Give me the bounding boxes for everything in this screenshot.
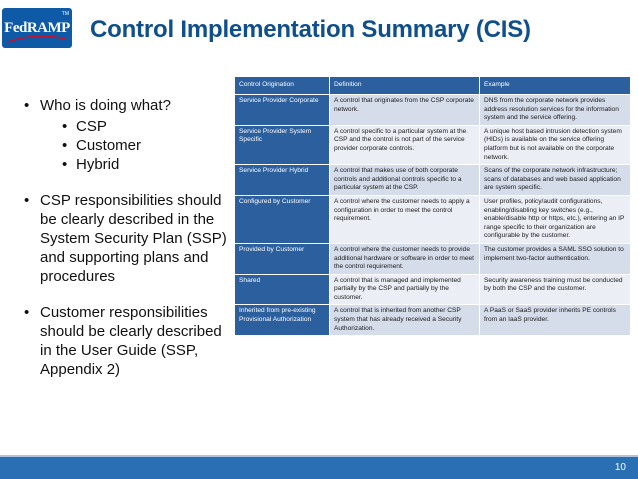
origin-cell: Service Provider Hybrid [235, 165, 330, 196]
table-row [235, 243, 631, 274]
sub-bullet-item: • CSP [40, 117, 237, 136]
origin-cell: Inherited from pre-existing Provisional Authorization [235, 305, 330, 336]
footer-divider [0, 455, 638, 457]
origin-cell: Provided by Customer [235, 243, 330, 274]
bullet-item: • CSP responsibilities should be clearly described in the System Security Plan (SSP) and supporting plans and procedures [22, 191, 237, 286]
definition-cell: A control that makes use of both corporate controls and additional controls specific to a particular system at the CSP. [330, 165, 480, 196]
column-header: Control Origination [235, 77, 330, 95]
sub-bullet-list [40, 117, 237, 174]
logo-swoosh-icon [6, 34, 68, 44]
definition-cell: A control that is inherited from another CSP system that has already received a Security Authorization. [330, 305, 480, 336]
example-cell: User profiles, policy/audit configurations, enabling/disabling key switches (e.g., enable/disable http or https, etc.), entering an IP range specific to their organization are configurable by the customer. [480, 195, 631, 243]
column-header: Definition [330, 77, 480, 95]
example-cell: Security awareness training must be conducted by both the CSP and the customer. [480, 274, 631, 305]
definition-cell: A control that is managed and implemented partially by the CSP and partially by the customer. [330, 274, 480, 305]
definition-cell: A control where the customer needs to apply a configuration in order to meet the control requirement. [330, 195, 480, 243]
sub-bullet-item: • Customer [40, 136, 237, 155]
table-row [235, 95, 631, 126]
bullet-list [22, 96, 237, 396]
fedramp-logo [2, 8, 72, 48]
table-row [235, 125, 631, 164]
footer-bar [0, 455, 638, 479]
column-header: Example [480, 77, 631, 95]
table-header-row [235, 77, 631, 95]
table-row [235, 305, 631, 336]
bullet-item: • Customer responsibilities should be clearly described in the User Guide (SSP, Appendix 2) [22, 303, 237, 379]
table-row [235, 195, 631, 243]
sub-bullet-item: • Hybrid [40, 155, 237, 174]
bullet-item [22, 96, 237, 174]
table-row [235, 274, 631, 305]
definition-cell: A control that originates from the CSP corporate network. [330, 95, 480, 126]
origin-cell: Service Provider System Specific [235, 125, 330, 164]
definition-cell: A control specific to a particular system at the CSP and the control is not part of the service provider corporate controls. [330, 125, 480, 164]
origin-cell: Service Provider Corporate [235, 95, 330, 126]
example-cell: DNS from the corporate network provides address resolution services for the information system and the service offering. [480, 95, 631, 126]
page-title: Control Implementation Summary (CIS) [90, 16, 531, 43]
origin-cell: Configured by Customer [235, 195, 330, 243]
bullet-text: • Who is doing what? [40, 97, 171, 114]
example-cell: A PaaS or SaaS provider inherits PE controls from an IaaS provider. [480, 305, 631, 336]
page-number: 10 [614, 462, 626, 473]
logo-trademark: TM [61, 11, 69, 17]
example-cell: A unique host based intrusion detection system (HIDs) is available on the service offering platform but is not available on the corporate network. [480, 125, 631, 164]
control-implementation-table [234, 76, 631, 336]
logo-text: FedRAMP [4, 19, 70, 36]
definition-cell: A control where the customer needs to provide additional hardware or software in order to meet the control requirement. [330, 243, 480, 274]
example-cell: Scans of the corporate network infrastructure; scans of databases and web based application are system specific. [480, 165, 631, 196]
origin-cell: Shared [235, 274, 330, 305]
table-row [235, 165, 631, 196]
example-cell: The customer provides a SAML SSO solution to implement two-factor authentication. [480, 243, 631, 274]
